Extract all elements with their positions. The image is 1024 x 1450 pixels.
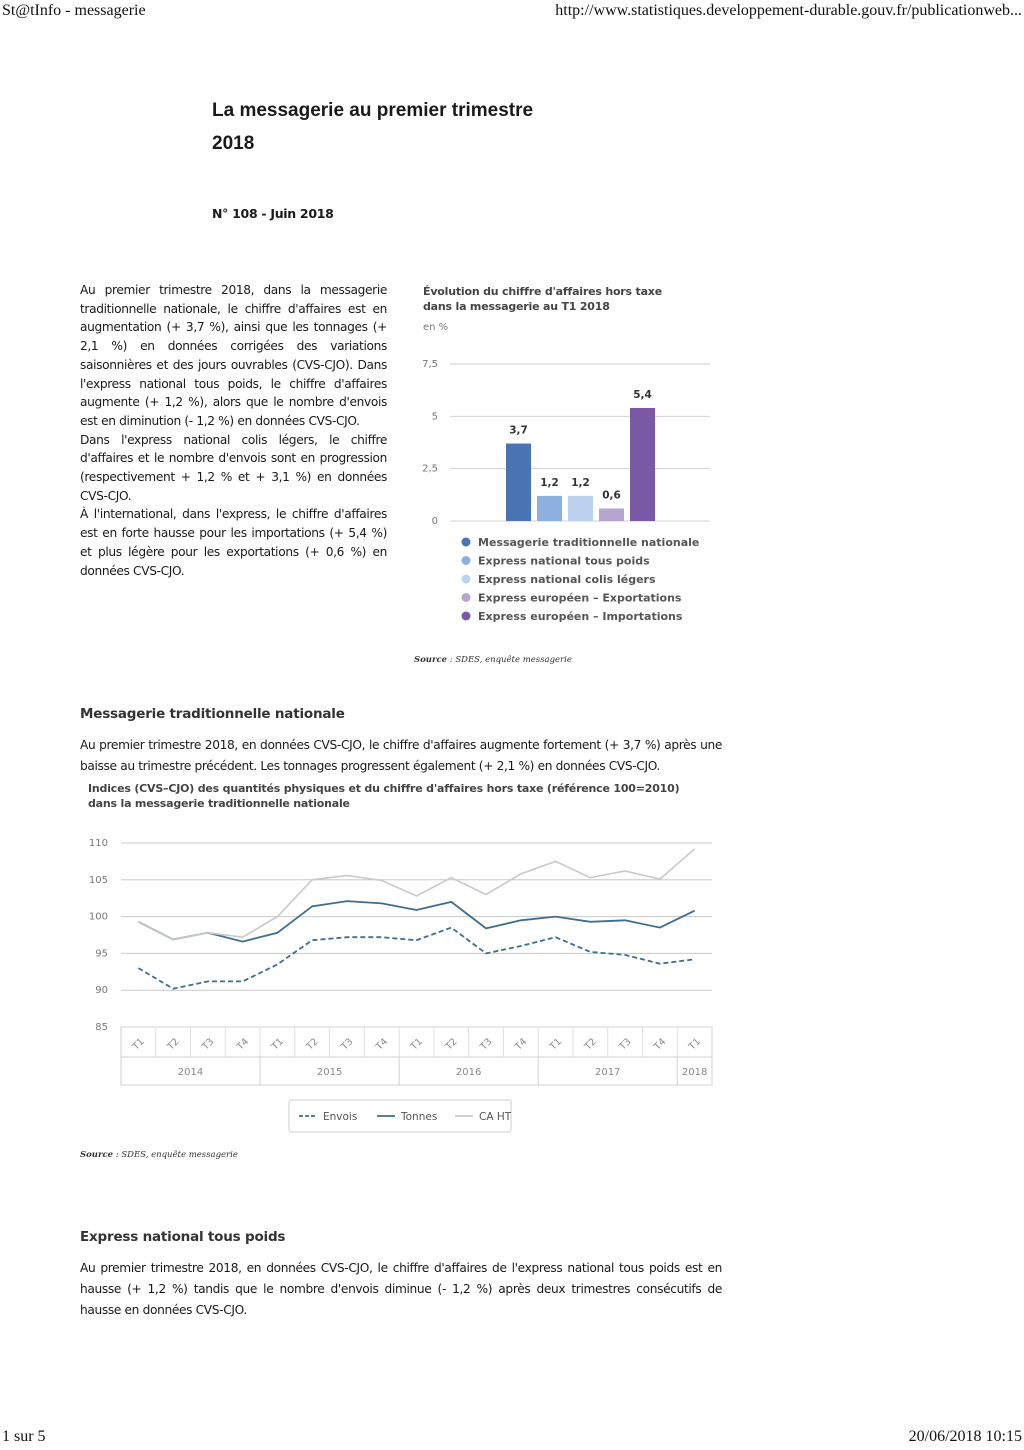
document-title [212,94,572,160]
x-tick-label: T1 [269,1036,286,1053]
x-tick-label: T1 [547,1036,564,1053]
bar [630,408,655,521]
legend-swatch [462,575,471,584]
x-tick-label: T2 [304,1036,321,1053]
section-title-express: Express national tous poids [80,1229,286,1245]
y-tick-label: 0 [431,516,438,527]
year-label: 2017 [594,1067,621,1078]
year-label: 2014 [177,1067,204,1078]
line-chart [80,830,740,1160]
line-chart-source [80,1150,238,1160]
x-tick-label: T4 [234,1036,252,1053]
x-tick-label: T2 [165,1036,182,1053]
line-chart-title: Indices (CVS–CJO) des quantités physiques et du chiffre d'affaires hors taxe (référence 100=2010) dans la messagerie traditionnelle nationale [88,782,680,810]
intro-paragraph-3: À l'international, dans l'express, le chiffre d'affaires est en forte hausse pour les importations (+ 5,4 %) et plus légère pour les exportations (+ 0,6 %) en données CVS-CJO. [80,507,387,578]
legend-label: Envois [323,1111,358,1123]
year-label: 2018 [681,1067,708,1078]
series-line [138,901,694,942]
intro-paragraph-1: Au premier trimestre 2018, dans la messagerie traditionnelle nationale, le chiffre d'affaires est en augmentation (+ 3,7 %), ainsi que les tonnages (+ 2,1 %) en données corrigées des variations saisonnières et des jours ouvrables (CVS-CJO). Dans l'express national tous poids, le chiffre d'affaires augmente (+ 1,2 %), alors que le nombre d'envois est en diminution (- 1,2 %) en données CVS-CJO. [80,283,387,428]
section-text-express: Au premier trimestre 2018, en données CVS-CJO, le chiffre d'affaires de l'express national tous poids est en hausse (+ 1,2 %) tandis que le nombre d'envois diminue (- 1,2 %) après deux trimestres consécutifs de hausse en données CVS-CJO. [80,1261,722,1317]
y-tick-label: 7,5 [422,359,438,370]
legend-label: Express national colis légers [478,573,656,586]
x-tick-label: T1 [130,1036,147,1053]
legend-label: CA HT [479,1111,512,1123]
bar-value-label: 3,7 [509,424,528,437]
x-tick-label: T3 [200,1036,217,1053]
legend-label: Express européen – Exportations [478,591,682,605]
title-line-2: 2018 [212,133,255,154]
legend-label: Express européen – Importations [478,610,683,623]
year-label: 2015 [316,1067,343,1078]
x-tick-label: T3 [339,1036,356,1053]
section-text-messagerie: Au premier trimestre 2018, en données CVS-CJO, le chiffre d'affaires augmente fortement (+ 3,7 %) après une baisse au trimestre précédent. Les tonnages progressent également (+ 2,1 %) en données CVS-CJO. [80,738,722,773]
intro-text [80,281,387,580]
legend-label: Express national tous poids [478,554,650,568]
x-tick-label: T4 [513,1036,530,1053]
x-tick-label: T2 [443,1036,460,1053]
x-tick-label: T4 [374,1036,391,1053]
page-header-title: St@tInfo - messagerie [2,2,146,19]
series-line [138,849,694,940]
y-tick-label: 95 [95,948,108,960]
legend-swatch [462,556,471,565]
bar-value-label: 1,2 [540,476,559,489]
legend-swatch [462,612,471,621]
legend-swatch [462,538,471,547]
issue-number: N° 108 - Juin 2018 [212,206,334,221]
bar [506,444,531,521]
x-tick-label: T1 [686,1036,704,1053]
legend-label: Tonnes [401,1111,438,1123]
y-tick-label: 90 [95,985,108,997]
page-header-url: http://www.statistiques.developpement-durable.gouv.fr/publicationweb... [555,2,1022,19]
bar-chart [410,340,730,640]
x-tick-label: T3 [617,1036,634,1053]
bar-chart-title: Évolution du chiffre d'affaires hors taxe dans la messagerie au T1 2018 [423,285,662,313]
page-counter: 1 sur 5 [2,1428,46,1445]
source-text: : SDES, enquête messagerie [447,655,572,665]
x-tick-label: T2 [582,1036,599,1053]
bar [537,496,562,521]
x-tick-label: T4 [652,1036,669,1053]
bar [568,496,593,521]
y-tick-label: 100 [88,911,108,923]
print-timestamp: 20/06/2018 10:15 [908,1428,1022,1445]
y-tick-label: 110 [88,838,108,849]
source-label: Source [414,655,448,665]
y-tick-label: 85 [95,1022,108,1033]
source-label: Source [80,1150,114,1160]
bar-chart-unit: en % [423,322,449,333]
bar [599,508,624,521]
year-label: 2016 [455,1067,482,1078]
title-line-1: La messagerie au premier trimestre [212,100,534,121]
x-tick-label: T3 [478,1036,495,1053]
legend-label: Messagerie traditionnelle nationale [478,536,700,549]
y-tick-label: 2,5 [422,463,438,475]
x-tick-label: T1 [408,1036,425,1053]
bar-value-label: 5,4 [633,388,652,401]
bar-value-label: 1,2 [571,476,590,489]
source-text: : SDES, enquête messagerie [113,1150,238,1160]
bar-value-label: 0,6 [602,489,621,502]
bar-chart-source [414,655,572,665]
intro-paragraph-2: Dans l'express national colis légers, le chiffre d'affaires et le nombre d'envois sont en progression (respectivement + 1,2 % et + 3,1 %) en données CVS-CJO. [80,432,387,503]
y-tick-label: 5 [431,411,438,423]
y-tick-label: 105 [88,874,108,886]
section-title-messagerie: Messagerie traditionnelle nationale [80,706,345,722]
legend-swatch [462,593,471,602]
